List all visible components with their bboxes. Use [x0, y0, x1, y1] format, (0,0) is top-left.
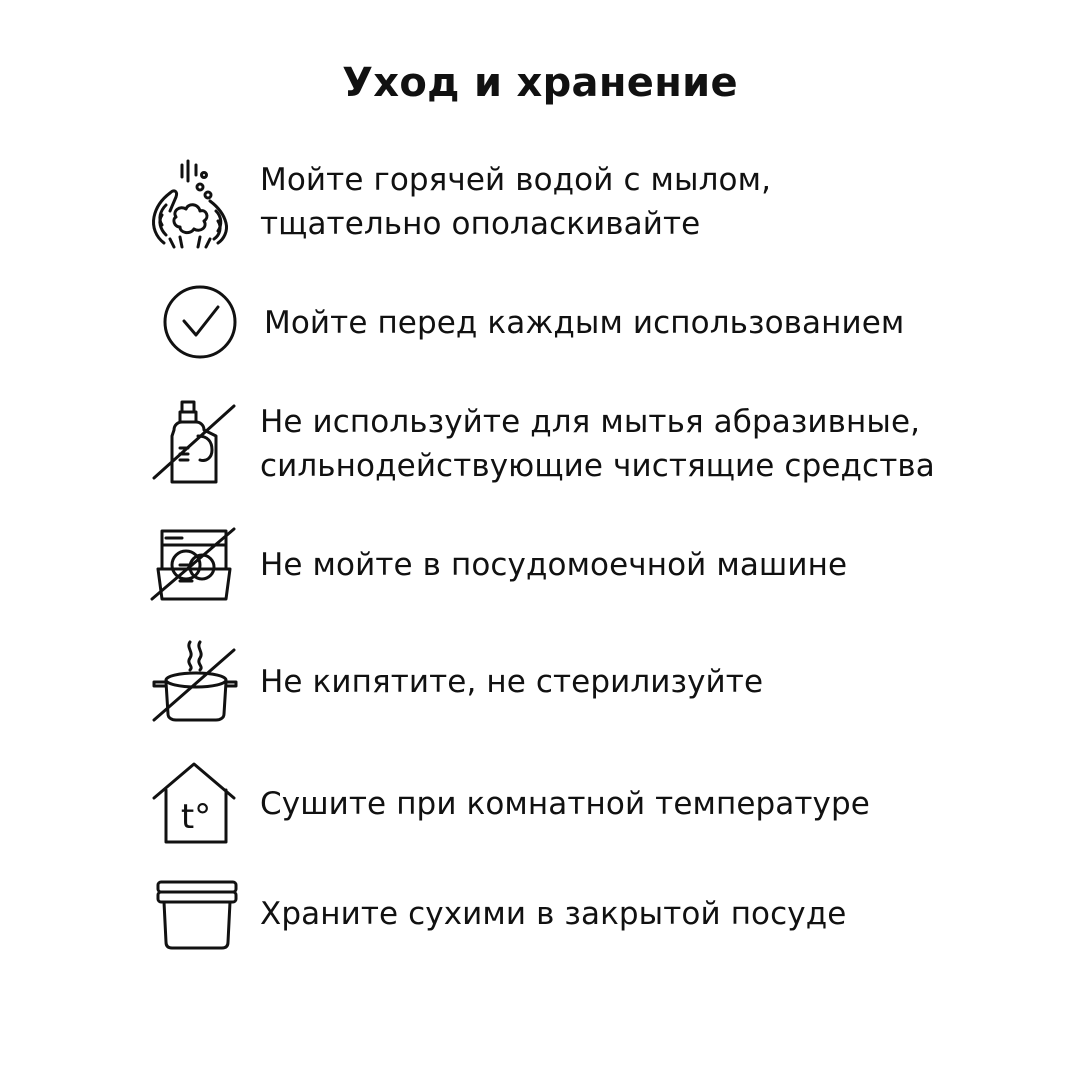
care-text-line: Сушите при комнатной температуре	[260, 786, 870, 822]
care-text-line: Не мойте в посудомоечной машине	[260, 547, 848, 583]
care-text-line: Мойте горячей водой с мылом,	[260, 162, 772, 198]
care-text	[260, 543, 847, 587]
room-temperature-house-icon	[140, 760, 250, 850]
closed-container-icon	[140, 878, 250, 958]
no-dishwasher-icon	[140, 525, 250, 605]
hand-washing-icon	[140, 155, 250, 250]
care-text-line: тщательно ополаскивайте	[260, 206, 701, 242]
care-text-line: Мойте перед каждым использованием	[264, 305, 905, 341]
no-detergent-icon	[140, 398, 250, 488]
care-text-line: Не кипятите, не стерилизуйте	[260, 664, 764, 700]
care-text-line: Храните сухими в закрытой посуде	[260, 896, 847, 932]
care-text	[260, 782, 870, 826]
care-text-line: сильнодействующие чистящие средства	[260, 448, 935, 484]
care-text	[260, 660, 763, 704]
checkmark-circle-icon	[140, 283, 250, 363]
care-text	[260, 400, 935, 488]
care-text	[264, 301, 904, 345]
no-boiling-icon	[140, 638, 250, 728]
temperature-label: t°	[180, 797, 212, 837]
care-text	[260, 892, 846, 936]
care-text-line: Не используйте для мытья абразивные,	[260, 404, 921, 440]
care-text	[260, 158, 771, 246]
page-title: Уход и хранение	[342, 60, 738, 106]
